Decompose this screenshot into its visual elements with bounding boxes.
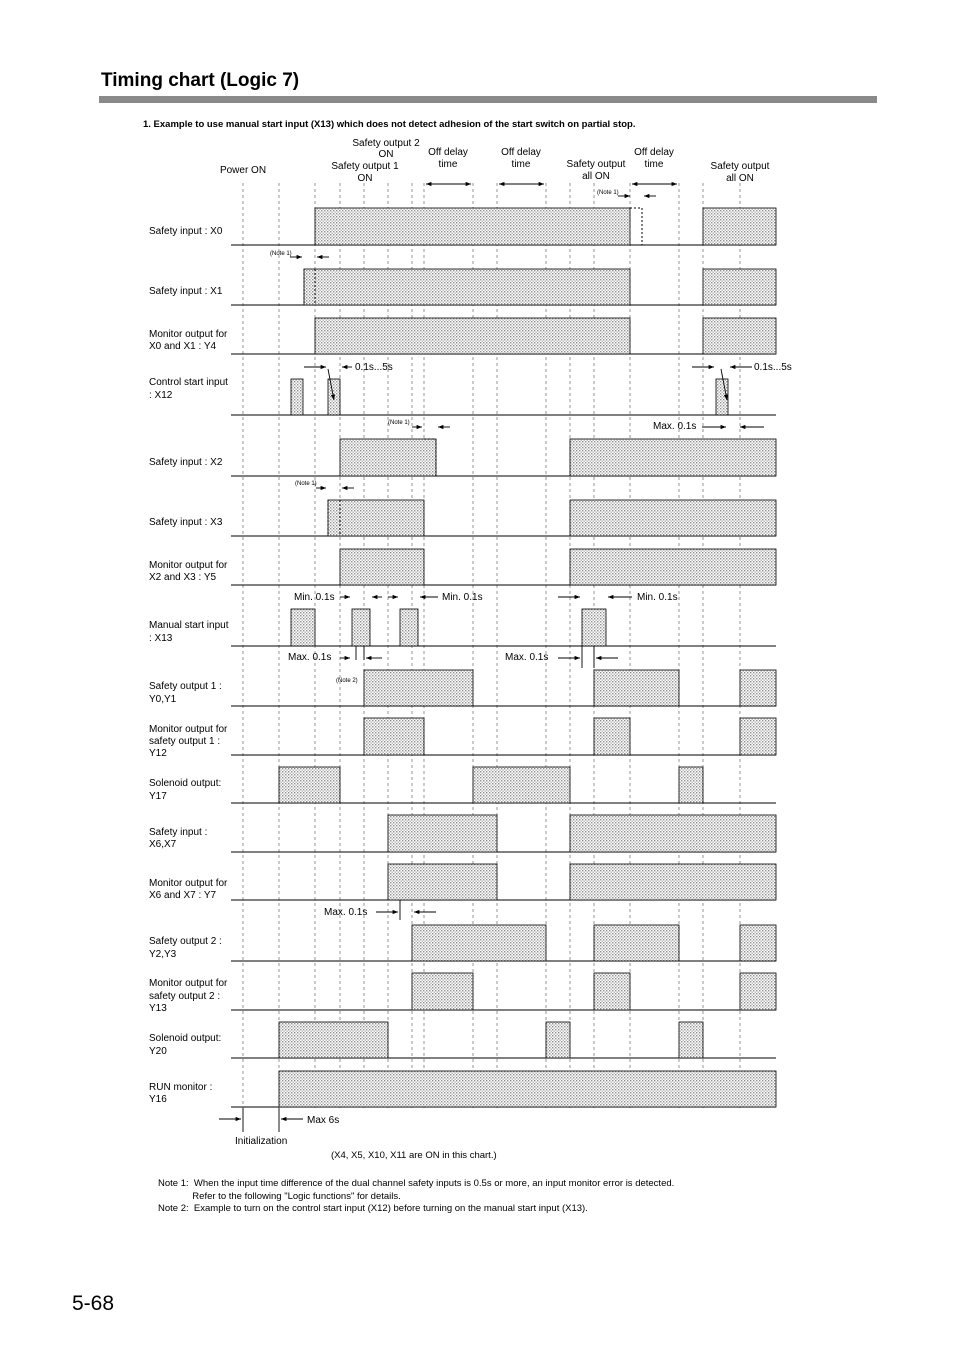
- signal-y13-1: Monitor output for: [149, 978, 228, 989]
- label-off-delay-2b: time: [511, 159, 531, 170]
- signal-x12-1: Control start input: [149, 377, 228, 388]
- max-x12: Max. 0.1s: [653, 421, 697, 432]
- max-y0-1: Max. 0.1s: [288, 652, 332, 663]
- signal-x3: Safety input : X3: [149, 517, 223, 528]
- signal-x13-2: : X13: [149, 633, 173, 644]
- signal-y12-3: Y12: [149, 748, 167, 759]
- signal-y17-1: Solenoid output:: [149, 778, 222, 789]
- signal-y0y1-1: Safety output 1 :: [149, 681, 222, 692]
- note1-x3: (Note 1): [295, 481, 317, 487]
- page-number: 5-68: [72, 1292, 115, 1315]
- signal-names: [149, 226, 229, 1105]
- range-x12-first: 0.1s...5s: [355, 362, 393, 373]
- signal-x1: Safety input : X1: [149, 286, 223, 297]
- note-markers: [270, 190, 619, 684]
- label-so1-on-1: Safety output 1: [331, 161, 399, 172]
- label-off-delay-3b: time: [644, 159, 664, 170]
- signal-y12-1: Monitor output for: [149, 724, 228, 735]
- signal-y13-3: Y13: [149, 1003, 167, 1014]
- signal-y12-2: safety output 1 :: [149, 736, 221, 747]
- signal-y4-2: X0 and X1 : Y4: [149, 341, 217, 352]
- signal-y13-2: safety output 2 :: [149, 991, 221, 1002]
- min-x13-2: Min. 0.1s: [442, 592, 483, 603]
- signal-x0: Safety input : X0: [149, 226, 223, 237]
- signal-x6x7-2: X6,X7: [149, 839, 177, 850]
- signal-y2y3-2: Y2,Y3: [149, 949, 177, 960]
- signal-x13-1: Manual start input: [149, 620, 229, 631]
- signal-y4-1: Monitor output for: [149, 329, 228, 340]
- label-off-delay-1b: time: [438, 159, 458, 170]
- note1-line2: Refer to the following "Logic functions" for details.: [158, 1190, 401, 1202]
- signal-y20-2: Y20: [149, 1046, 167, 1057]
- note1-x0: (Note 1): [597, 190, 619, 196]
- signal-x2: Safety input : X2: [149, 457, 223, 468]
- signal-y2y3-1: Safety output 2 :: [149, 936, 222, 947]
- label-all-on-1a: Safety output: [566, 159, 626, 170]
- note2-line: Note 2: Example to turn on the control start input (X12) before turning on the manual start input (X13).: [158, 1203, 588, 1214]
- event-labels: [220, 138, 770, 184]
- note1-line1: Note 1: When the input time difference of the dual channel safety inputs is 0.5s or more, an input monitor error is detected.: [158, 1178, 675, 1189]
- label-off-delay-3a: Off delay: [634, 147, 674, 158]
- min-x13-3: Min. 0.1s: [637, 592, 678, 603]
- label-power-on: Power ON: [219, 165, 267, 176]
- label-off-delay-1a: Off delay: [428, 147, 468, 158]
- signal-y16-1: RUN monitor :: [149, 1082, 213, 1093]
- chart-footnote: (X4, X5, X10, X11 are ON in this chart.): [331, 1150, 497, 1161]
- signal-y16-2: Y16: [149, 1094, 167, 1105]
- note1-x1: (Note 1): [270, 251, 292, 257]
- label-all-on-1b: all ON: [582, 171, 610, 182]
- signal-x12-2: : X12: [149, 390, 173, 401]
- label-so1-on-2: ON: [357, 173, 373, 184]
- signal-x6x7-1: Safety input :: [149, 827, 208, 838]
- signal-baselines: [231, 245, 776, 1107]
- signal-y5-2: X2 and X3 : Y5: [149, 572, 217, 583]
- example-heading: 1. Example to use manual start input (X13) which does not detect adhesion of the start switch on partial stop.: [143, 119, 636, 130]
- range-x12-second: 0.1s...5s: [754, 362, 792, 373]
- label-all-on-2a: Safety output: [710, 161, 770, 172]
- signal-y7-1: Monitor output for: [149, 878, 228, 889]
- min-x13-1: Min. 0.1s: [294, 592, 335, 603]
- label-off-delay-2a: Off delay: [501, 147, 541, 158]
- page-title: Timing chart (Logic 7): [101, 70, 300, 91]
- max-y0-2: Max. 0.1s: [505, 652, 549, 663]
- max-6s: Max 6s: [307, 1115, 340, 1126]
- signal-y0y1-2: Y0,Y1: [149, 694, 177, 705]
- signal-y20-1: Solenoid output:: [149, 1033, 222, 1044]
- signal-y7-2: X6 and X7 : Y7: [149, 890, 217, 901]
- label-all-on-2b: all ON: [726, 173, 754, 184]
- signal-y17-2: Y17: [149, 791, 167, 802]
- max-y2: Max. 0.1s: [324, 907, 368, 918]
- signal-y5-1: Monitor output for: [149, 560, 228, 571]
- notes-block: [158, 1178, 674, 1216]
- label-so2-on-2: ON: [378, 149, 394, 160]
- label-so2-on-1: Safety output 2: [352, 138, 420, 149]
- note2-y0: (Note 2): [336, 678, 358, 684]
- initialization-label: Initialization: [235, 1136, 288, 1147]
- note1-x2: (Note 1): [388, 420, 410, 426]
